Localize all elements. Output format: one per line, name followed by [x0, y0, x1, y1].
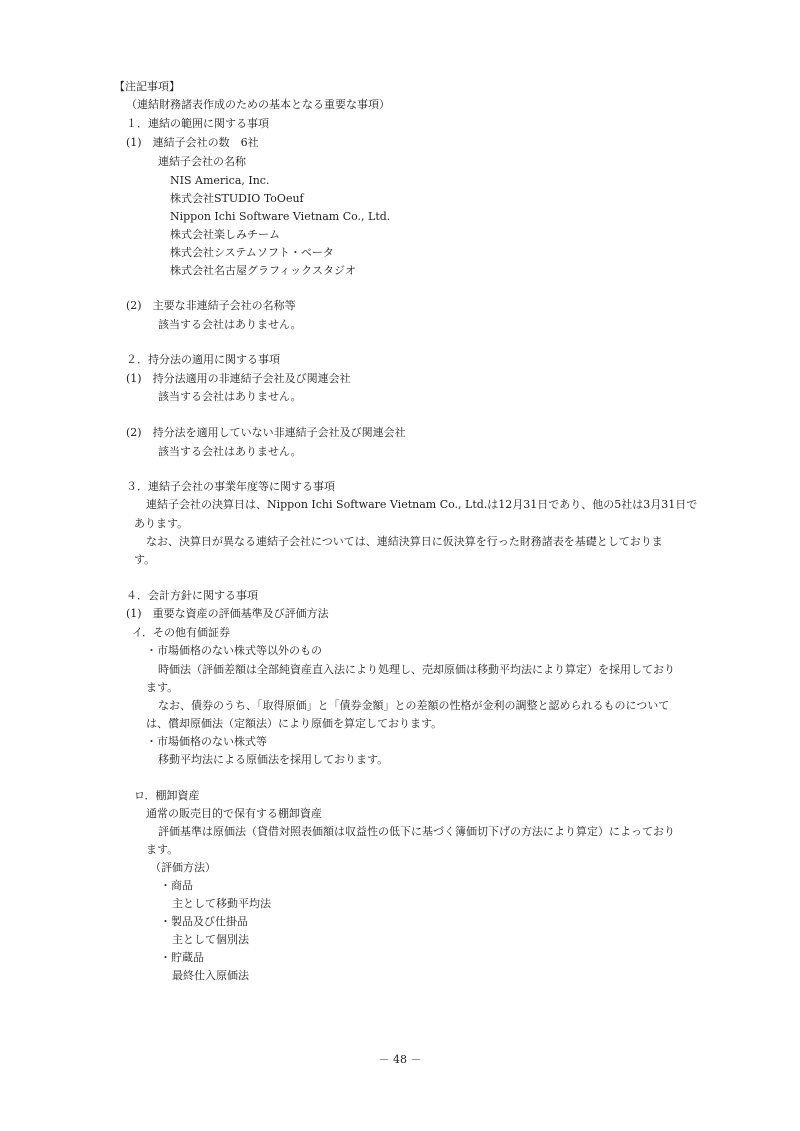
- section-2-sub1: (1) 持分法適用の非連結子会社及び関連会社: [126, 372, 351, 385]
- non-marketable-text: 移動平均法による原価法を採用しております。: [158, 753, 389, 766]
- inventory-item-method: 最終仕入原価法: [172, 969, 249, 982]
- bullet-non-marketable: ・市場価格のない株式等: [146, 735, 267, 748]
- section-3-p2-line1: なお、決算日が異なる連結子会社については、連結決算日に仮決算を行った財務諸表を基礎としておりま: [146, 535, 663, 548]
- marketable-text-line4: は、償却原価法（定額法）により原価を算定しております。: [146, 717, 443, 730]
- subsidiary-name: Nippon Ichi Software Vietnam Co., Ltd.: [170, 210, 391, 223]
- section-3-p1-line1: 連結子会社の決算日は、Nippon Ichi Software Vietnam Co., Ltd.は12月31日であり、他の5社は3月31日で: [146, 498, 698, 511]
- subsidiary-name: 株式会社楽しみチーム: [170, 228, 280, 241]
- section-1-sub2-text: 該当する会社はありません。: [158, 318, 302, 331]
- other-securities-heading: イ．その他有価証券: [132, 626, 231, 639]
- section-3-p2-line2: す。: [134, 553, 156, 566]
- section-3-p1-line2: あります。: [134, 517, 189, 530]
- subsidiary-name: NIS America, Inc.: [170, 174, 270, 187]
- section-1-sub2: (2) 主要な非連結子会社の名称等: [126, 299, 296, 312]
- page-number: － 48 －: [378, 1053, 422, 1066]
- marketable-text-line2: ます。: [146, 681, 179, 694]
- section-3-heading: ３．連結子会社の事業年度等に関する事項: [126, 480, 335, 493]
- inventory-item-method: 主として個別法: [172, 933, 249, 946]
- section-4-heading: ４．会計方針に関する事項: [126, 589, 258, 602]
- inventory-item: ・貯蔵品: [160, 951, 204, 964]
- inventory-text-line2: 評価基準は原価法（貸借対照表価額は収益性の低下に基づく簿価切下げの方法により算定）によっており: [158, 825, 675, 838]
- subsidiary-names-label: 連結子会社の名称: [158, 155, 246, 168]
- inventory-item-method: 主として移動平均法: [172, 897, 271, 910]
- inventory-text-line3: ます。: [146, 843, 179, 856]
- bullet-marketable: ・市場価格のない株式等以外のもの: [146, 644, 322, 657]
- basis-heading: （連結財務諸表作成のための基本となる重要な事項）: [126, 98, 390, 111]
- section-1-sub1: (1) 連結子会社の数 6社: [126, 136, 259, 149]
- section-1-heading: １．連結の範囲に関する事項: [126, 117, 269, 130]
- marketable-text-line3: なお、債券のうち、「取得原価」と「債券金額」との差額の性格が金利の調整と認められるものについて: [158, 699, 670, 712]
- section-2-sub1-text: 該当する会社はありません。: [158, 390, 302, 403]
- marketable-text-line1: 時価法（評価差額は全部純資産直入法により処理し、売却原価は移動平均法により算定）を採用しており: [158, 663, 675, 676]
- section-4-sub1: (1) 重要な資産の評価基準及び評価方法: [126, 607, 329, 620]
- section-2-heading: ２．持分法の適用に関する事項: [126, 353, 280, 366]
- inventory-heading: ロ．棚卸資産: [134, 789, 200, 802]
- inventory-item: ・製品及び仕掛品: [160, 915, 248, 928]
- section-2-sub2: (2) 持分法を適用していない非連結子会社及び関連会社: [126, 426, 406, 439]
- subsidiary-name: 株式会社STUDIO ToOeuf: [170, 192, 304, 205]
- inventory-item: ・商品: [160, 879, 193, 892]
- valuation-method-label: （評価方法）: [150, 861, 216, 874]
- notes-heading: 【注記事項】: [114, 80, 180, 93]
- section-2-sub2-text: 該当する会社はありません。: [158, 445, 302, 458]
- subsidiary-name: 株式会社名古屋グラフィックスタジオ: [170, 264, 357, 277]
- inventory-text-line1: 通常の販売目的で保有する棚卸資産: [146, 807, 322, 820]
- subsidiary-name: 株式会社システムソフト・ベータ: [170, 246, 334, 259]
